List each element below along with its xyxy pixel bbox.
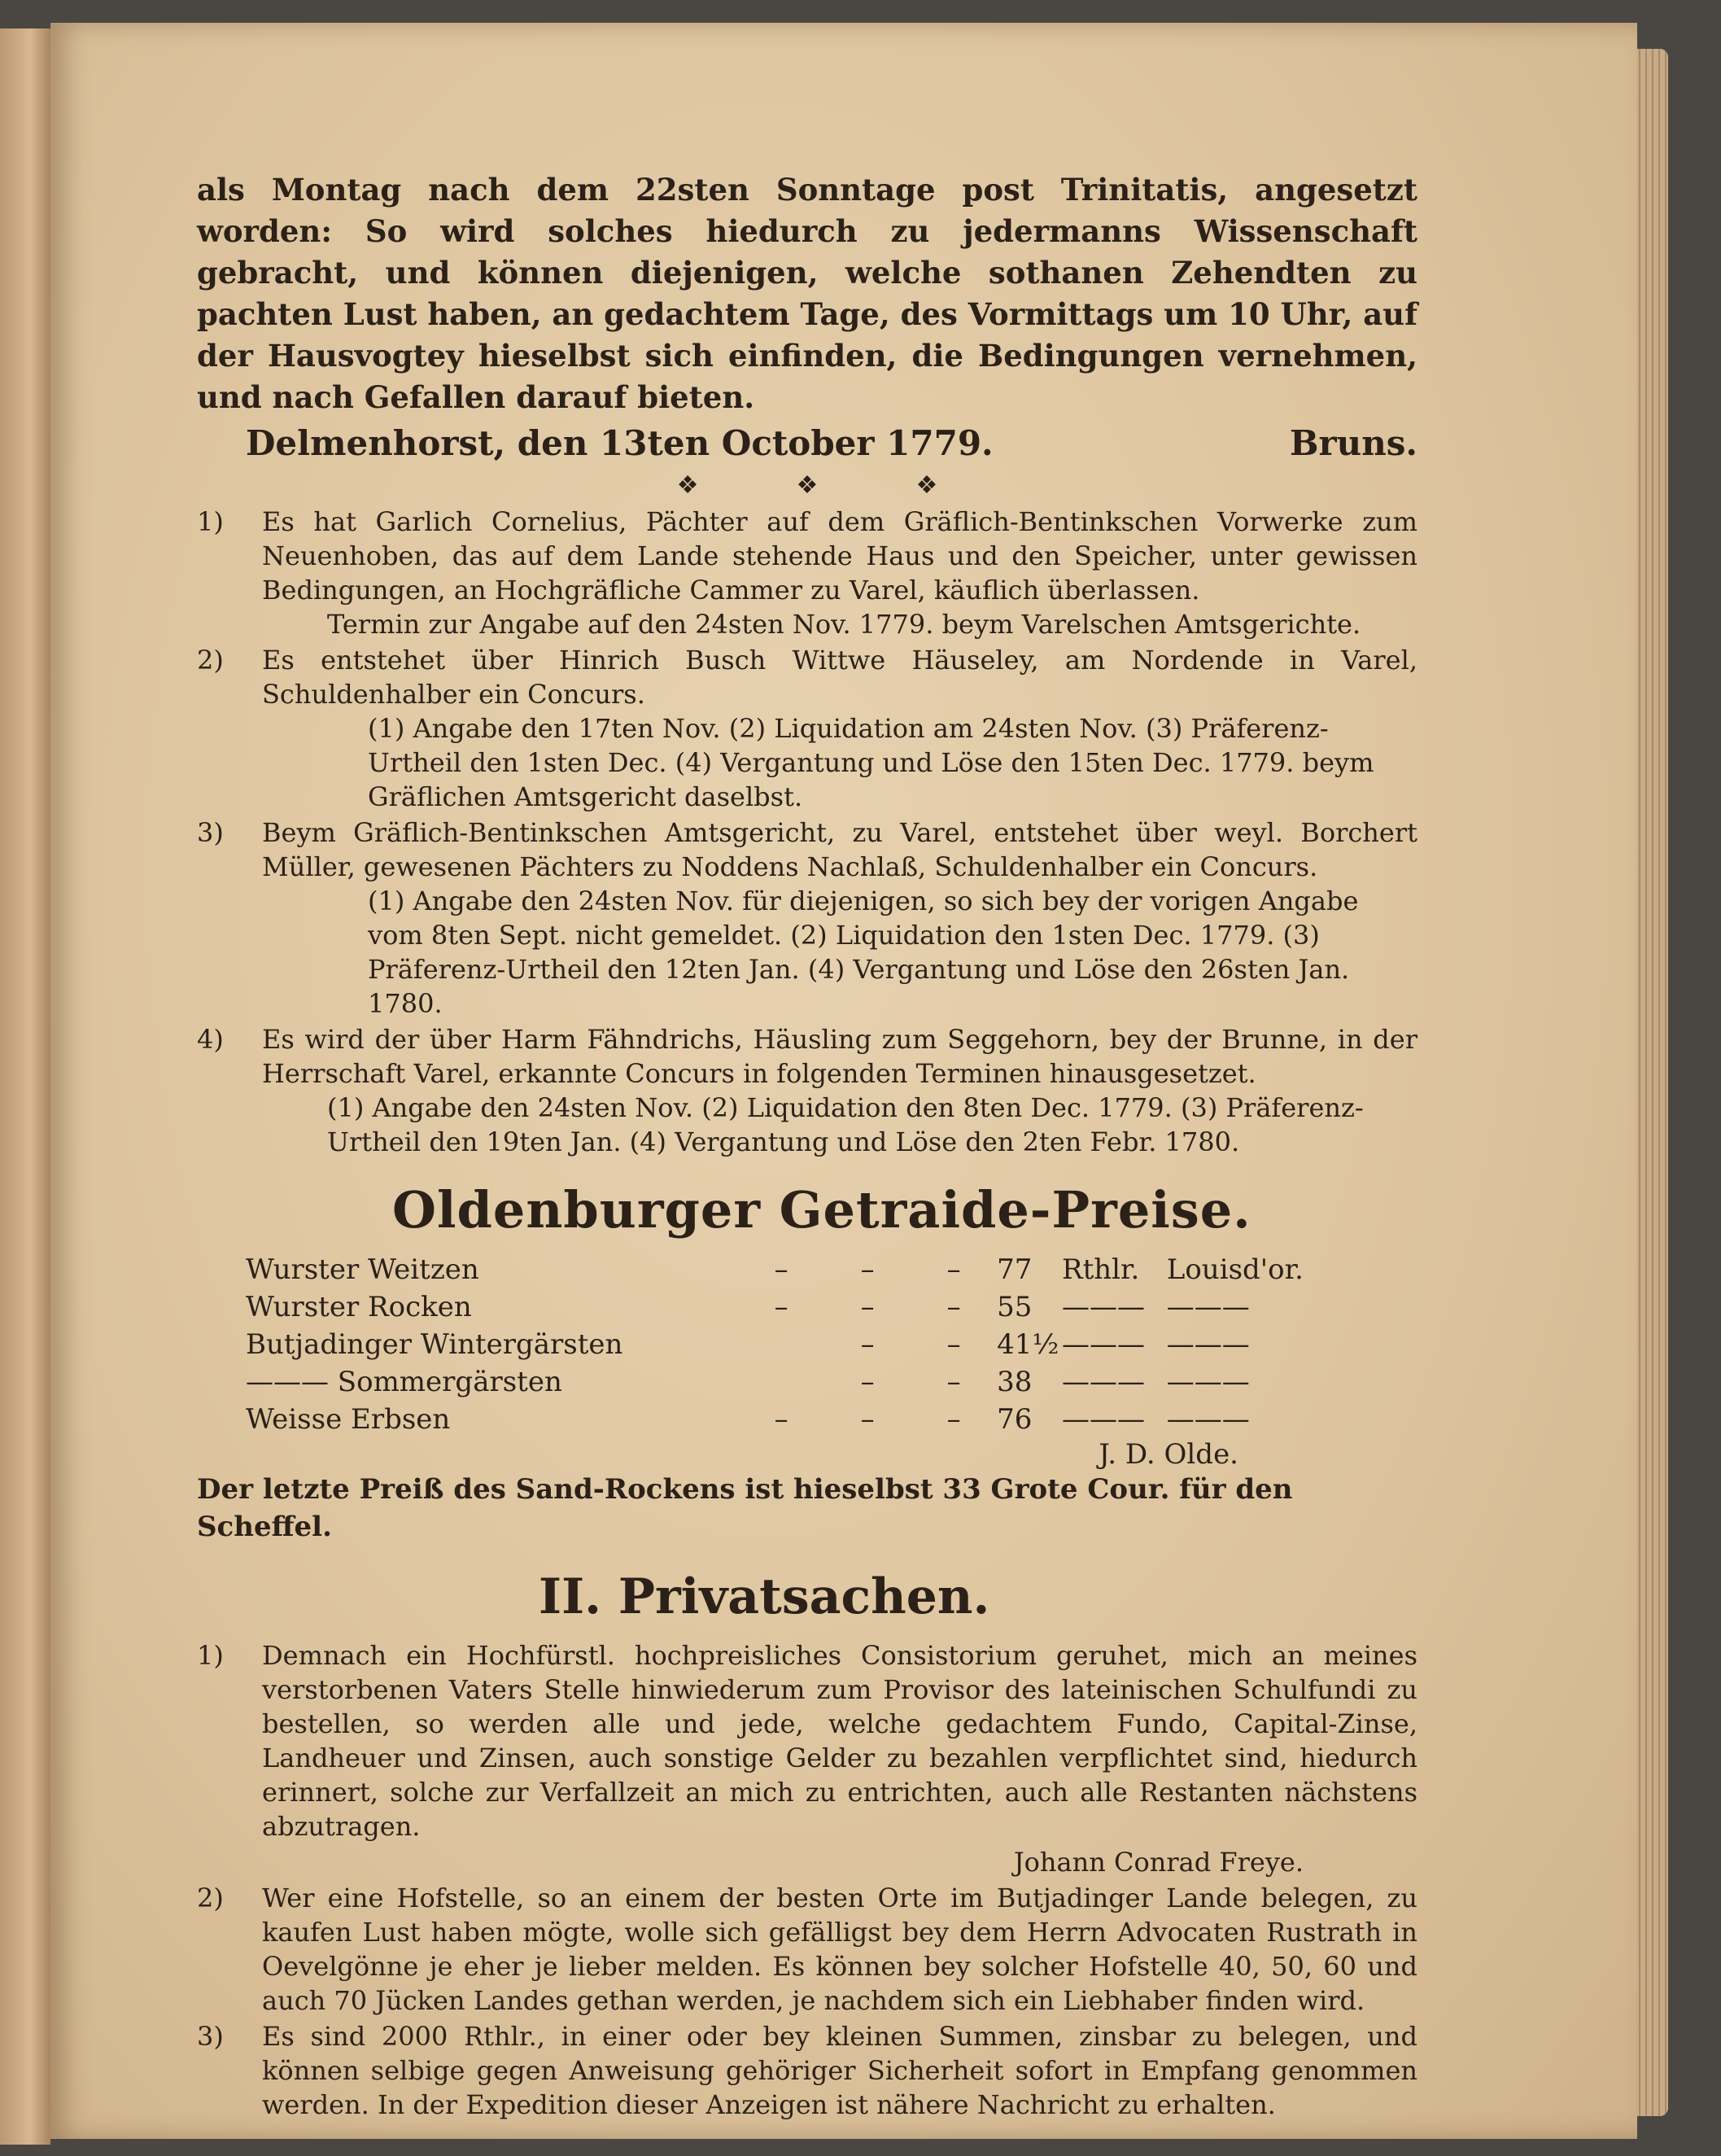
price-value: 41½ <box>997 1328 1059 1361</box>
dash <box>738 1326 824 1363</box>
dash: – <box>860 1328 875 1361</box>
notice-text: Beym Gräflich-Bentinkschen Amtsgericht, zu Varel, entstehet über weyl. Borchert Müller, gewesenen Pächters zu Noddens Nachlaß, Schuldenhalber ein Concurs. <box>262 817 1417 882</box>
notice-term: (1) Angabe den 17ten Nov. (2) Liquidation am 24sten Nov. (3) Präferenz-Urtheil den 1sten Dec. (4) Vergantung und Löse den 15ten Dec. 1779. beym Gräflichen Amtsgericht daselbst. <box>368 713 1374 812</box>
price-value: 76 <box>997 1403 1033 1436</box>
price-note: Der letzte Preiß des Sand-Rockens ist hieselbst 33 Grote Cour. für den Scheffel. <box>197 1473 1293 1543</box>
notice-number: 2) <box>197 645 224 676</box>
facing-page-edge <box>0 28 50 2145</box>
unit-louisdor: Louisd'or. <box>1166 1253 1304 1286</box>
price-signature: J. D. Olde. <box>1099 1438 1238 1471</box>
dash: – <box>946 1328 961 1361</box>
table-row <box>246 1288 1304 1326</box>
page-content <box>197 169 1417 2122</box>
private-number: 2) <box>197 1883 224 1913</box>
price-table <box>246 1251 1304 1438</box>
notice-term: Termin zur Angabe auf den 24sten Nov. 1779. beym Varelschen Amtsgerichte. <box>327 609 1361 640</box>
private-number: 1) <box>197 1640 224 1671</box>
table-row <box>246 1326 1304 1363</box>
ornament-icon: ❖ <box>796 471 819 500</box>
dash: – <box>774 1253 788 1286</box>
notice-text: Es entstehet über Hinrich Busch Wittwe Häuseley, am Nordende in Varel, Schuldenhalber ein Concurs. <box>262 645 1417 710</box>
document-page <box>50 23 1637 2139</box>
dash: – <box>774 1291 788 1323</box>
notice-item <box>197 643 1417 711</box>
dash <box>738 1363 824 1401</box>
notice-term: (1) Angabe den 24sten Nov. (2) Liquidation den 8ten Dec. 1779. (3) Präferenz-Urtheil den 19ten Jan. (4) Vergantung und Löse den 2ten Febr. 1780. <box>327 1092 1364 1157</box>
blank-rule: ——— <box>1166 1403 1250 1436</box>
dash: – <box>860 1253 875 1286</box>
dash: – <box>860 1366 875 1398</box>
blank-rule: ——— <box>1061 1366 1145 1398</box>
notice-item <box>197 1022 1417 1091</box>
notice-list <box>197 505 1417 1159</box>
prices-heading: Oldenburger Getraide-Preise. <box>392 1180 1251 1240</box>
notice-number: 4) <box>197 1024 224 1055</box>
private-text: Es sind 2000 Rthlr., in einer oder bey kleinen Summen, zinsbar zu belegen, und können selbige gegen Anweisung gehöriger Sicherheit sofort in Empfang genommen werden. In der Expedition dieser Anzeigen ist nähere Nachricht zu erhalten. <box>262 2021 1417 2120</box>
grain-name: Wurster Weitzen <box>246 1253 479 1286</box>
blank-rule: ——— <box>1061 1328 1145 1361</box>
table-row <box>246 1401 1304 1438</box>
notice-number: 3) <box>197 817 224 848</box>
private-item <box>197 2019 1417 2122</box>
signer: Bruns. <box>1290 423 1417 463</box>
price-value: 77 <box>997 1253 1033 1286</box>
notice-text: Es hat Garlich Cornelius, Pächter auf dem Gräflich-Bentinkschen Vorwerke zum Neuenhoben, das auf dem Lande stehende Haus und den Speicher, unter gewissen Bedingungen, an Hochgräfliche Cammer zu Varel, käuflich überlassen. <box>262 506 1417 606</box>
blank-rule: ——— <box>1166 1291 1250 1323</box>
notice-number: 1) <box>197 506 224 537</box>
grain-name: Weisse Erbsen <box>246 1403 451 1436</box>
intro-signature-row <box>197 423 1417 463</box>
table-row <box>246 1363 1304 1401</box>
dash: – <box>774 1403 788 1436</box>
notice-term: (1) Angabe den 24sten Nov. für diejenigen, so sich bey der vorigen Angabe vom 8ten Sept. nicht gemeldet. (2) Liquidation den 1sten Dec. 1779. (3) Präferenz-Urtheil den 12ten Jan. (4) Vergantung und Löse den 26sten Jan. 1780. <box>368 886 1359 1019</box>
private-heading: II. Privatsachen. <box>539 1568 990 1625</box>
grain-name: Butjadinger Wintergärsten <box>246 1328 623 1361</box>
ornament-icon: ❖ <box>676 471 699 500</box>
blank-rule: ——— <box>1061 1403 1145 1436</box>
dash: – <box>946 1366 961 1398</box>
private-signature: Johann Conrad Freye. <box>1013 1847 1304 1878</box>
notice-item <box>197 505 1417 607</box>
private-list <box>197 1638 1417 2122</box>
dash: – <box>946 1403 961 1436</box>
dash: – <box>946 1291 961 1323</box>
price-value: 55 <box>997 1291 1033 1323</box>
price-value: 38 <box>997 1366 1033 1398</box>
blank-rule: ——— <box>1061 1291 1145 1323</box>
table-row <box>246 1251 1304 1288</box>
ornament-icon: ❖ <box>915 471 938 500</box>
ornament-divider <box>197 471 1417 500</box>
private-text: Demnach ein Hochfürstl. hochpreisliches Consistorium geruhet, mich an meines verstorbenen Vaters Stelle hinwiederum zum Provisor des lateinischen Schulfundi zu bestellen, so werden alle und jede, welche gedachtem Fundo, Capital-Zinse, Landheuer und Zinsen, auch sonstige Gelder zu bezahlen verpflichtet sind, hiedurch erinnert, solche zur Verfallzeit an mich zu entrichten, auch alle Restanten nächstens abzutragen. <box>262 1640 1417 1842</box>
blank-rule: ——— <box>1166 1366 1250 1398</box>
blank-rule: ——— <box>1166 1328 1250 1361</box>
unit-rthlr: Rthlr. <box>1061 1253 1140 1286</box>
dash: – <box>860 1291 875 1323</box>
place-date: Delmenhorst, den 13ten October 1779. <box>246 423 994 463</box>
private-item <box>197 1881 1417 2018</box>
notice-text: Es wird der über Harm Fähndrichs, Häusling zum Seggehorn, bey der Brunne, in der Herrschaft Varel, erkannte Concurs in folgenden Terminen hinausgesetzet. <box>262 1024 1417 1089</box>
private-number: 3) <box>197 2021 224 2052</box>
private-item <box>197 1638 1417 1843</box>
dash: – <box>946 1253 961 1286</box>
intro-paragraph: als Montag nach dem 22sten Sonntage post Trinitatis, angesetzt worden: So wird solches hiedurch zu jedermanns Wissenschaft gebracht, und können diejenigen, welche sothanen Zehendten zu pachten Lust haben, an gedachtem Tage, des Vormittags um 10 Uhr, auf der Hausvogtey hieselbst sich einfinden, die Bedingungen vernehmen, und nach Gefallen darauf bieten. <box>197 172 1417 415</box>
notice-item <box>197 816 1417 884</box>
dash: – <box>860 1403 875 1436</box>
grain-name: ——— Sommergärsten <box>246 1366 562 1398</box>
private-text: Wer eine Hofstelle, so an einem der besten Orte im Butjadinger Lande belegen, zu kaufen Lust haben mögte, wolle sich gefälligst bey dem Herrn Advocaten Rustrath in Oevelgönne je eher je lieber melden. Es können bey solcher Hofstelle 40, 50, 60 und auch 70 Jücken Landes gethan werden, je nachdem sich ein Liebhaber finden wird. <box>262 1883 1417 2016</box>
grain-name: Wurster Rocken <box>246 1291 472 1323</box>
